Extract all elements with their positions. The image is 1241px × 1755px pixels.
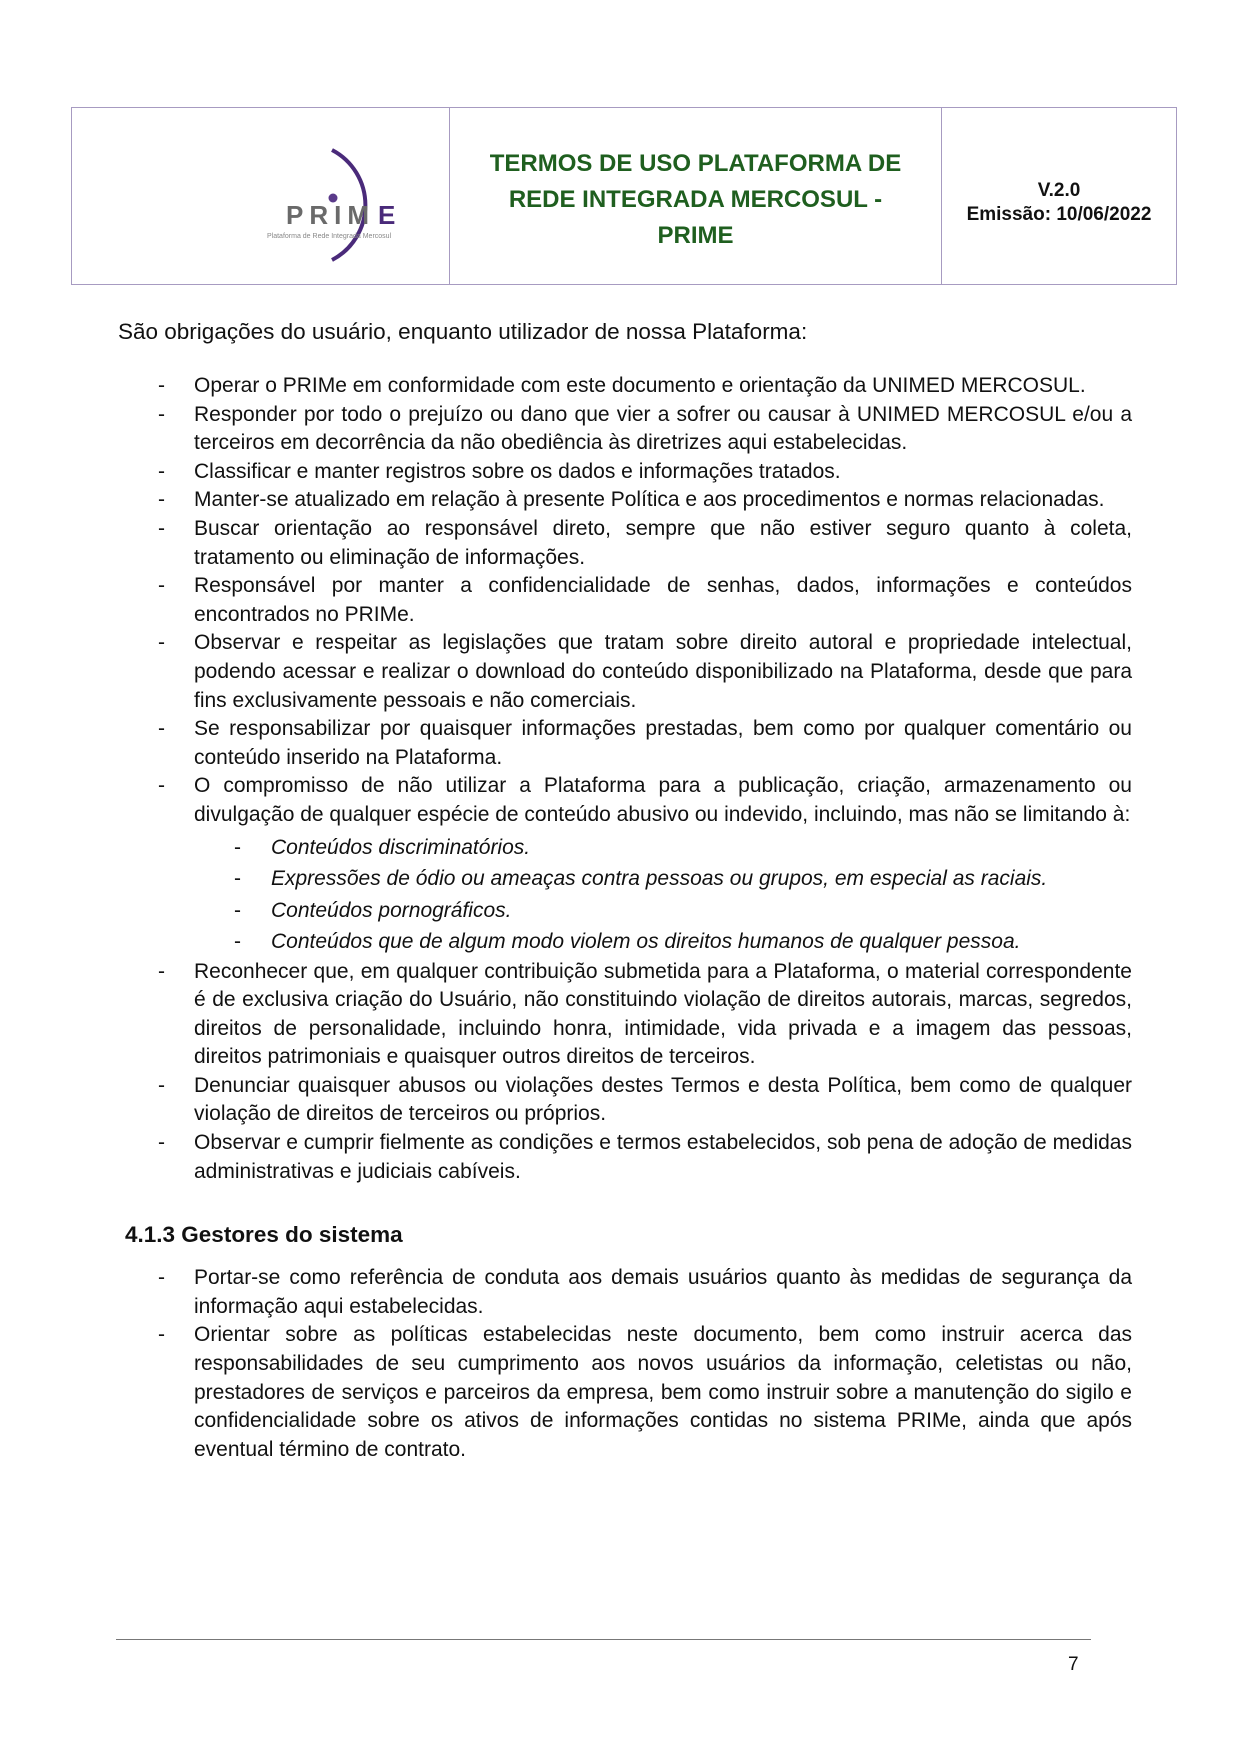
svg-text:Plataforma de Rede Integrada M: Plataforma de Rede Integrada Mercosul [267,233,392,240]
list-item: - Observar e cumprir fielmente as condições e termos estabelecidos, sob pena de adoção de medidas administrativas e judiciais cabíveis. [158,1131,1132,1183]
document-title: TERMOS DE USO PLATAFORMA DE REDE INTEGRADA MERCOSUL - PRIME [489,150,902,249]
svg-text:E: E [378,200,396,230]
prime-logo [182,128,422,268]
managers-list [118,1264,1132,1464]
list-item: - Manter-se atualizado em relação à presente Política e aos procedimentos e normas relacionadas. [158,488,1105,512]
obligations-list [118,372,1132,1186]
list-item: - Operar o PRIMe em conformidade com este documento e orientação da UNIMED MERCOSUL. [158,374,1086,397]
issue-date: Emissão: 10/06/2022 [966,204,1152,225]
section-heading: 4.1.3 Gestores do sistema [125,1222,403,1248]
list-item: - Denunciar quaisquer abusos ou violações destes Termos e desta Política, bem como de qualquer violação de direitos de terceiros ou próprios. [158,1073,1132,1126]
sub-list-item: - Conteúdos que de algum modo violem os direitos humanos de qualquer pessoa. [234,930,1021,953]
list-item: - O compromisso de não utilizar a Plataforma para a publicação, criação, armazenamento ou divulgação de qualquer espécie de conteúdo abusivo ou indevido, incluindo, mas não se limitando à: - Conteúdos discriminatórios. - Expressões de ódio ou ameaças contra pessoas ou grupos, em especial as raciais. - Conteúdos pornográficos. - Conteúdos que de algum modo violem os direitos humanos de qualquer pessoa. [118,772,1132,957]
page-content [118,318,1132,1464]
version-label: V.2.0 [1037,180,1081,201]
list-item: - Responder por todo o prejuízo ou dano que vier a sofrer ou causar à UNIMED MERCOSUL e/ou a terceiros em decorrência da não obediência às diretrizes aqui estabelecidas. [158,402,1132,455]
footer-divider [116,1639,1091,1640]
intro-paragraph: São obrigações do usuário, enquanto utilizador de nossa Plataforma: [118,319,808,344]
list-item: - Reconhecer que, em qualquer contribuição submetida para a Plataforma, o material correspondente é de exclusiva criação do Usuário, não constituindo violação de direitos autorais, marcas, segredos, direitos de personalidade, incluindo honra, intimidade, vida privada e a imagem das pessoas, direitos patrimoniais e quaisquer outros direitos de terceiros. [158,959,1132,1069]
svg-text:PRIM: PRIM [286,200,375,230]
list-item: - Se responsabilizar por quaisquer informações prestadas, bem como por qualquer comentário ou conteúdo inserido na Plataforma. [158,717,1132,769]
title-cell [450,108,942,284]
list-item: - Portar-se como referência de conduta aos demais usuários quanto às medidas de segurança da informação aqui estabelecidas. [158,1266,1132,1318]
page-number: 7 [1068,1654,1079,1675]
sub-list-item: - Conteúdos pornográficos. [234,898,512,922]
logo-cell [72,108,450,284]
version-cell [942,108,1176,284]
abusive-content-sublist [194,832,1132,958]
list-item: - Classificar e manter registros sobre os dados e informações tratados. [158,459,841,483]
list-item: - Orientar sobre as políticas estabelecidas neste documento, bem como instruir acerca das responsabilidades de seu cumprimento aos novos usuários da informação, celetistas ou não, prestadores de serviços e parceiros da empresa, bem como instruir sobre a manutenção do sigilo e confidencialidade sobre os ativos de informações contidas no sistema PRIMe, ainda que após eventual término de contrato. [158,1323,1132,1461]
list-item: - Buscar orientação ao responsável direto, sempre que não estiver seguro quanto à coleta, tratamento ou eliminação de informações. [158,516,1132,569]
list-item: - Responsável por manter a confidencialidade de senhas, dados, informações e conteúdos encontrados no PRIMe. [158,574,1132,626]
list-item: - Observar e respeitar as legislações que tratam sobre direito autoral e propriedade intelectual, podendo acessar e realizar o download do conteúdo disponibilizado na Plataforma, desde que para fins exclusivamente pessoais e não comerciais. [158,631,1132,712]
sub-list-item: - Conteúdos discriminatórios. [234,835,531,859]
sub-list-item: - Expressões de ódio ou ameaças contra pessoas ou grupos, em especial as raciais. [234,867,1048,890]
document-header [71,107,1177,285]
